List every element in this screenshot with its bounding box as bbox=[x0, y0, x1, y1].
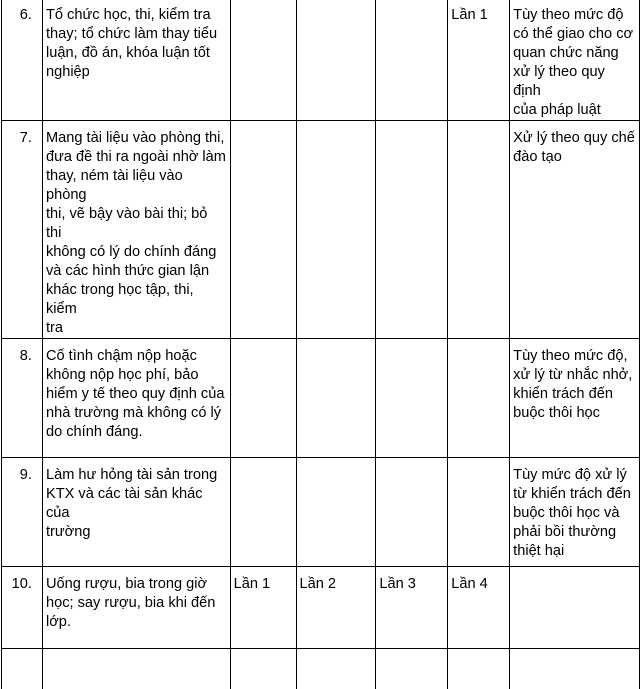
occurrence-level-3 bbox=[376, 0, 448, 121]
occurrence-level-3 bbox=[376, 649, 448, 689]
violation-description: Tổ chức học, thi, kiểm tra thay; tổ chức làm thay tiểu luận, đồ án, khóa luận tốt nghiệp bbox=[42, 0, 230, 121]
table-row bbox=[2, 649, 640, 689]
table-row bbox=[2, 0, 640, 121]
occurrence-level-2: Lần 2 bbox=[296, 567, 376, 649]
occurrence-level-2 bbox=[296, 649, 376, 689]
occurrence-level-4 bbox=[448, 339, 510, 458]
occurrence-level-3 bbox=[376, 458, 448, 567]
table-row bbox=[2, 567, 640, 649]
handling-note: Tùy mức độ xử lý từ khiển trách đến buộc thôi học và phải bồi thường thiệt hại bbox=[510, 458, 640, 567]
handling-note bbox=[510, 567, 640, 649]
row-number: 9. bbox=[2, 458, 43, 567]
row-number: 7. bbox=[2, 121, 43, 339]
occurrence-level-4 bbox=[448, 121, 510, 339]
occurrence-level-1 bbox=[230, 0, 296, 121]
occurrence-level-1 bbox=[230, 458, 296, 567]
occurrence-level-4 bbox=[448, 649, 510, 689]
handling-note: Tùy theo mức độ, xử lý từ nhắc nhở, khiển trách đến buộc thôi học bbox=[510, 339, 640, 458]
row-number: 6. bbox=[2, 0, 43, 121]
occurrence-level-2 bbox=[296, 458, 376, 567]
violation-description: Cố tình chậm nộp hoặc không nộp học phí, bảo hiểm y tế theo quy định của nhà trường mà không có lý do chính đáng. bbox=[42, 339, 230, 458]
row-number: 8. bbox=[2, 339, 43, 458]
occurrence-level-1: Lần 1 bbox=[230, 567, 296, 649]
occurrence-level-2 bbox=[296, 0, 376, 121]
table-row bbox=[2, 458, 640, 567]
handling-note: Xử lý theo quy chế đào tạo bbox=[510, 121, 640, 339]
handling-note bbox=[510, 649, 640, 689]
occurrence-level-4: Lần 1 bbox=[448, 0, 510, 121]
occurrence-level-1 bbox=[230, 121, 296, 339]
violation-description: Mang tài liệu vào phòng thi, đưa đề thi ra ngoài nhờ làm thay, ném tài liệu vào phòng thi, vẽ bậy vào bài thi; bỏ thi không có lý do chính đáng và các hình thức gian lận khác trong học tập, thi, kiểm tra bbox=[42, 121, 230, 339]
violations-table bbox=[1, 0, 640, 689]
table-row bbox=[2, 339, 640, 458]
occurrence-level-4 bbox=[448, 458, 510, 567]
handling-note: Tùy theo mức độ có thể giao cho cơ quan chức năng xử lý theo quy định của pháp luật bbox=[510, 0, 640, 121]
occurrence-level-4: Lần 4 bbox=[448, 567, 510, 649]
occurrence-level-3 bbox=[376, 121, 448, 339]
violation-description bbox=[42, 649, 230, 689]
violation-description: Uống rượu, bia trong giờ học; say rượu, bia khi đến lớp. bbox=[42, 567, 230, 649]
occurrence-level-1 bbox=[230, 649, 296, 689]
occurrence-level-2 bbox=[296, 339, 376, 458]
occurrence-level-2 bbox=[296, 121, 376, 339]
occurrence-level-1 bbox=[230, 339, 296, 458]
table-row bbox=[2, 121, 640, 339]
row-number: 10. bbox=[2, 567, 43, 649]
occurrence-level-3: Lần 3 bbox=[376, 567, 448, 649]
violation-description: Làm hư hỏng tài sản trong KTX và các tài sản khác của trường bbox=[42, 458, 230, 567]
occurrence-level-3 bbox=[376, 339, 448, 458]
row-number bbox=[2, 649, 43, 689]
